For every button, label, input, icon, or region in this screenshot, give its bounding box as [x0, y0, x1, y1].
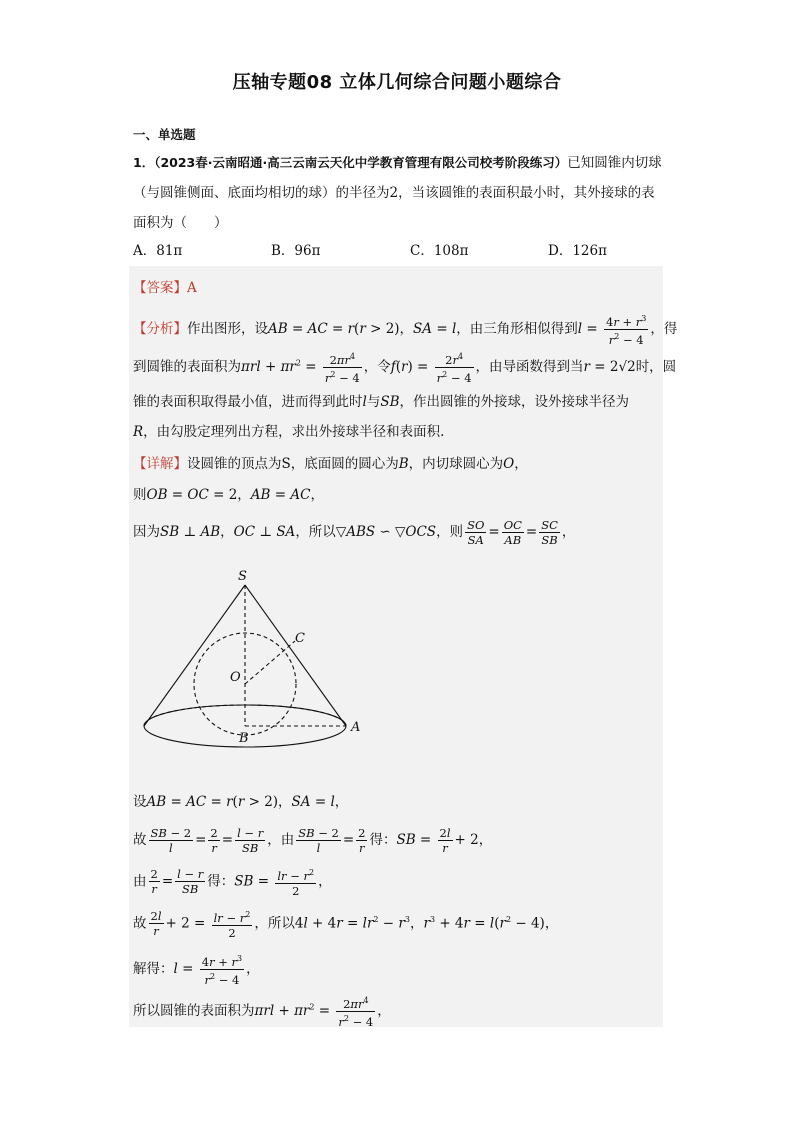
cone-figure	[133, 560, 373, 750]
answer-line	[133, 276, 663, 296]
detail-line-1: 【详解】设圆锥的顶点为S，底面圆的圆心为B，内切球圆心为O，	[133, 456, 528, 472]
step-line-2: 故 $\frac{SB - 2}{l}$ = $\frac{2}{r}$ = $\frac{l - r}{SB}$ ，由 $\frac{SB - 2}{l}$ = $\frac{2}{r}$ 得：SB = $\frac{2l}{r}$ + 2，	[133, 826, 493, 855]
step-line-1: 设AB = AC = r(r > 2)，SA = l，	[133, 794, 349, 810]
label-C: C	[295, 631, 305, 646]
step-line-4: 故 $\frac{2l}{r}$ + 2 = $\frac{lr - r^2}{2}$ ，所以$4l + 4r = lr^2 - r^3$，$r^3 + 4r = l(r^2 - 4)$，	[133, 909, 559, 940]
analysis-label: 【分析】	[133, 320, 187, 337]
question-number: 1．	[133, 155, 155, 170]
question-text: 已知圆锥内切球（与圆锥侧面、底面均相切的球）的半径为2，当该圆锥的表面积最小时，其外接球的表面积为（ ）	[133, 155, 662, 231]
analysis-line-3: 锥的表面积取得最小值，进而得到此时l与SB，作出圆锥的外接球，设外接球半径为	[133, 394, 629, 410]
question-source: （2023春·云南昭通·高三云南云天化中学教育管理有限公司校考阶段练习）	[154, 155, 568, 170]
option-d: D．126π	[548, 243, 607, 259]
label-S: S	[238, 569, 247, 584]
detail-label: 【详解】	[133, 456, 187, 472]
answer-label: 【答案】	[133, 280, 187, 296]
analysis-line-4: R，由勾股定理列出方程，求出外接球半径和表面积.	[133, 424, 445, 440]
label-O: O	[230, 670, 241, 685]
detail-line-3: 因为SB ⊥ AB，OC ⊥ SA，所以▽ABS ∽ ▽OCS，则 $\frac{SO}{SA}$ = $\frac{OC}{AB}$ = $\frac{SC}{SB}$ ，	[133, 518, 576, 547]
question-1	[133, 148, 663, 238]
analysis-line-1: 【分析】作出图形，设AB = AC = r(r > 2)，SA = l，由三角形相似得到l = $\frac{4r + r^3}{r^2 - 4}$ ，得	[133, 314, 678, 347]
options-row	[133, 239, 663, 265]
option-b: B．96π	[271, 243, 321, 259]
label-A: A	[351, 720, 361, 735]
step-line-6: 所以圆锥的表面积为$\pi rl + \pi r^2$ = $\frac{2\pi r^4}{r^2 - 4}$ ，	[133, 996, 391, 1029]
formula: AB	[268, 320, 288, 337]
step-line-3: 由 $\frac{2}{r}$ = $\frac{l - r}{SB}$ 得：SB = $\frac{lr - r^2}{2}$ ，	[133, 867, 332, 898]
detail-line-2: 则OB = OC = 2，AB = AC，	[133, 487, 324, 503]
step-line-5: 解得：l = $\frac{4r + r^3}{r^2 - 4}$ ，	[133, 954, 260, 987]
option-c: C．108π	[410, 243, 469, 259]
section-heading: 一、单选题	[133, 127, 196, 142]
formula-fraction: $\frac{4r + r^3}{r^2 - 4}$	[606, 314, 647, 347]
base-ellipse-back	[144, 705, 346, 726]
analysis-line-2: 到圆锥的表面积为$\pi rl + \pi r^2$ = $\frac{2\pi r^4}{r^2 - 4}$ ，令f(r) = $\frac{2r^4}{r^2 - 4}$ ，由导函数得到当r = 2√2时，圆	[133, 352, 677, 385]
option-a: A．81π	[133, 243, 183, 259]
segment-OC	[245, 641, 295, 684]
page-title: 压轴专题08 立体几何综合问题小题综合	[232, 72, 562, 93]
label-B: B	[239, 731, 249, 746]
answer-value: A	[187, 280, 197, 296]
